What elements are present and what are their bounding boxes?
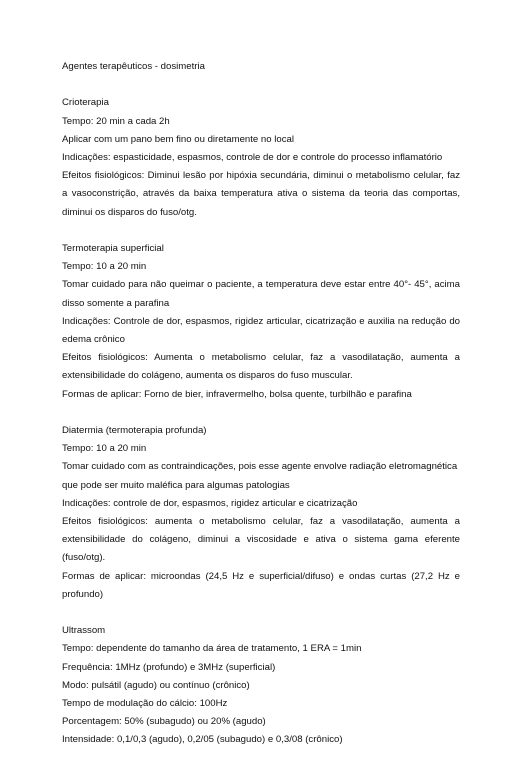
section-heading: Diatermia (termoterapia profunda) — [62, 425, 207, 437]
section-line: Aplicar com um pano bem fino ou diretamente no local — [62, 133, 294, 145]
section-line: Modo: pulsátil (agudo) ou contínuo (crônico) — [62, 679, 250, 691]
section-line: Tempo: 10 a 20 min — [62, 261, 147, 273]
section-ultrassom — [62, 622, 460, 749]
section-line: Tempo: 10 a 20 min — [62, 443, 147, 455]
section-line: Indicações: controle de dor, espasmos, rigidez articular e cicatrização — [62, 497, 358, 509]
section-heading: Termoterapia superficial — [62, 243, 164, 254]
document-body — [62, 58, 460, 768]
document-title: Agentes terapêuticos - dosimetria — [62, 61, 205, 72]
section-termoterapia-superficial — [62, 240, 460, 404]
section-heading: Crioterapia — [62, 97, 109, 109]
section-line: Formas de aplicar: microondas (24,5 Hz e superficial/difuso) e ondas curtas (27,2 Hz e profundo) — [62, 570, 460, 600]
section-diatermia — [62, 422, 460, 604]
section-line: Indicações: espasticidade, espasmos, controle de dor e controle do processo inflamatório — [62, 152, 443, 163]
section-line: Tempo: dependente do tamanho da área de tratamento, 1 ERA = 1min — [62, 643, 362, 655]
section-line: Efeitos fisiológicos: Diminui lesão por hipóxia secundária, diminui o metabolismo celular, faz a vasoconstrição, através da baixa temperatura ativa o sistema da teoria das comportas, diminui os disparos do fuso/otg. — [62, 170, 460, 218]
section-line: Tempo: 20 min a cada 2h — [62, 115, 170, 127]
section-line: Intensidade: 0,1/0,3 (agudo), 0,2/05 (subagudo) e 0,3/08 (crônico) — [62, 734, 343, 746]
section-line: Frequência: 1MHz (profundo) e 3MHz (superficial) — [62, 661, 276, 673]
section-line: Efeitos fisiológicos: aumenta o metabolismo celular, faz a vasodilatação, aumenta a extensibilidade do colágeno, diminui a viscosidade e ativa o sistema gama eferente (fuso/otg). — [62, 516, 460, 564]
section-heading: Ultrassom — [62, 625, 106, 637]
section-line: Tomar cuidado com as contraindicações, pois esse agente envolve radiação eletromagnética que pode ser muito maléfica para algumas patologias — [62, 461, 458, 491]
section-line: Efeitos fisiológicos: Aumenta o metabolismo celular, faz a vasodilatação, aumenta a extensibilidade do colágeno, aumenta os disparos do fuso muscular. — [62, 352, 460, 382]
section-line: Formas de aplicar: Forno de bier, infravermelho, bolsa quente, turbilhão e parafina — [62, 388, 412, 400]
section-line: Porcentagem: 50% (subagudo) ou 20% (agudo) — [62, 716, 266, 728]
section-crioterapia — [62, 94, 460, 221]
section-line: Tomar cuidado para não queimar o paciente, a temperatura deve estar entre 40°- 45°, acima disso somente a parafina — [62, 279, 460, 309]
section-line: Tempo de modulação do cálcio: 100Hz — [62, 698, 228, 710]
section-line: Indicações: Controle de dor, espasmos, rigidez articular, cicatrização e auxilia na redução do edema crônico — [62, 315, 460, 346]
